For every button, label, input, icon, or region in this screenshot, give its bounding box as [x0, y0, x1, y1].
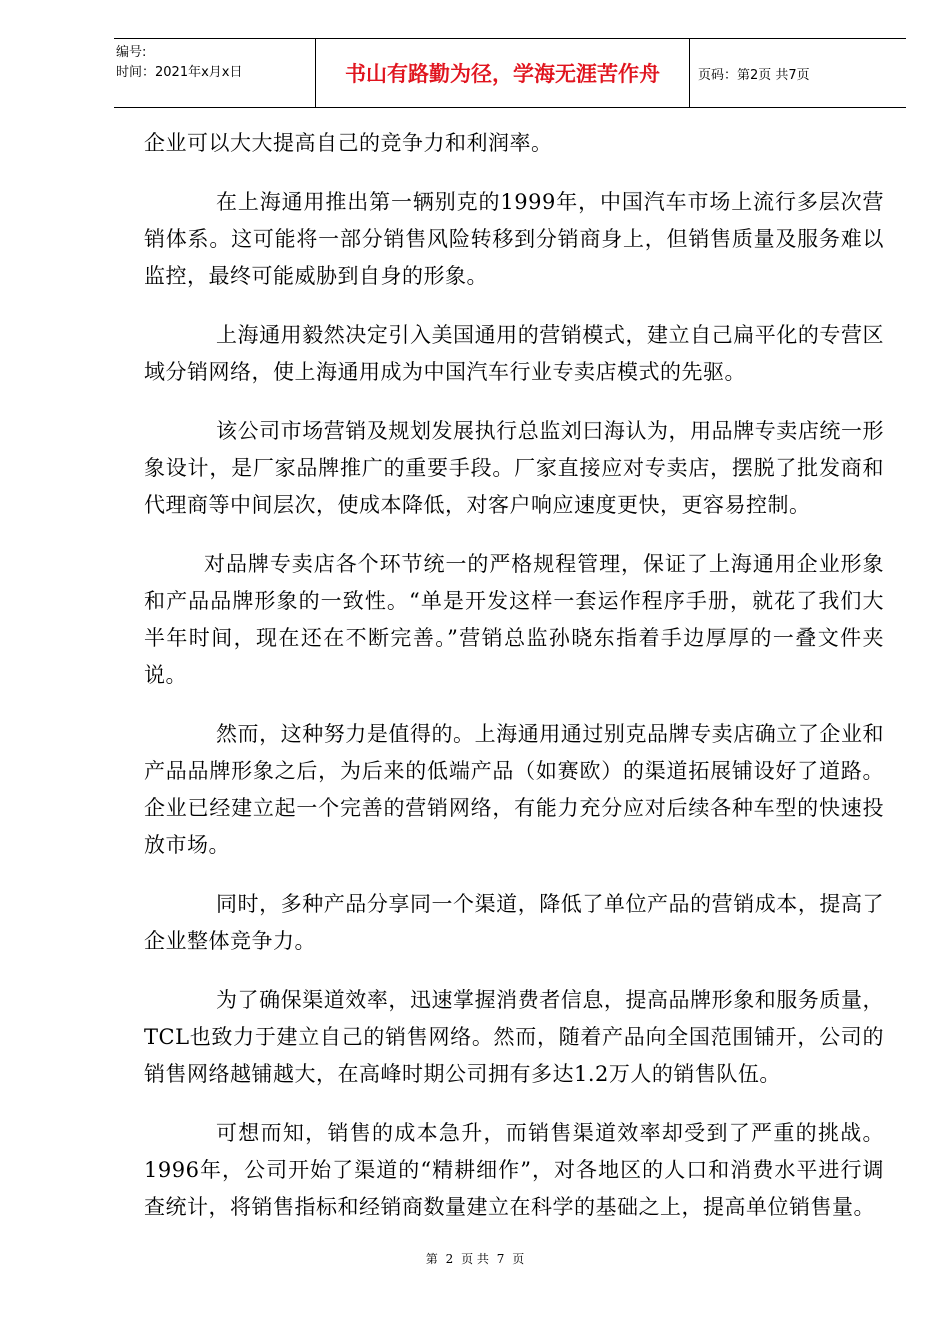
document-time-label: 时间：2021年x月x日 — [116, 65, 243, 80]
paragraph: 在上海通用推出第一辆别克的1999年，中国汽车市场上流行多层次营销体系。这可能将一部分销售风险转移到分销商身上，但销售质量及服务难以监控，最终可能威胁到自身的形象。 — [144, 190, 884, 288]
footer-middle: 页 共 — [461, 1252, 489, 1266]
footer-page-number: 2 — [445, 1252, 454, 1266]
footer-suffix: 页 — [512, 1252, 525, 1266]
header-motto: 书山有路勤为径，学海无涯苦作舟 — [316, 39, 690, 107]
page-footer — [0, 1250, 950, 1267]
paragraph: 同时，多种产品分享同一个渠道，降低了单位产品的营销成本，提高了企业整体竞争力。 — [144, 892, 884, 953]
footer-total-pages: 7 — [496, 1252, 505, 1266]
paragraph: 为了确保渠道效率，迅速掌握消费者信息，提高品牌形象和服务质量，TCL也致力于建立自己的销售网络。然而，随着产品向全国范围铺开，公司的销售网络越铺越大，在高峰时期公司拥有多达1.2万人的销售队伍。 — [144, 988, 884, 1086]
document-body — [144, 125, 884, 1248]
paragraph-continuation: 企业可以大大提高自己的竞争力和利润率。 — [144, 131, 553, 155]
paragraph: 然而，这种努力是值得的。上海通用通过别克品牌专卖店确立了企业和产品品牌形象之后，为后来的低端产品（如赛欧）的渠道拓展铺设好了道路。企业已经建立起一个完善的营销网络，有能力充分应对后续各种车型的快速投放市场。 — [144, 722, 884, 857]
paragraph: 上海通用毅然决定引入美国通用的营销模式，建立自己扁平化的专营区域分销网络，使上海通用成为中国汽车行业专卖店模式的先驱。 — [144, 323, 884, 384]
header-meta — [114, 39, 316, 107]
page-header — [114, 38, 906, 108]
paragraph: 对品牌专卖店各个环节统一的严格规程管理，保证了上海通用企业形象和产品品牌形象的一致性。“单是开发这样一套运作程序手册，就花了我们大半年时间，现在还在不断完善。”营销总监孙晓东指着手边厚厚的一叠文件夹说。 — [144, 552, 884, 687]
paragraph: 可想而知，销售的成本急升，而销售渠道效率却受到了严重的挑战。1996年，公司开始了渠道的“精耕细作”，对各地区的人口和消费水平进行调查统计，将销售指标和经销商数量建立在科学的基础之上，提高单位销售量。 — [144, 1121, 884, 1219]
paragraph: 该公司市场营销及规划发展执行总监刘曰海认为，用品牌专卖店统一形象设计，是厂家品牌推广的重要手段。厂家直接应对专卖店，摆脱了批发商和代理商等中间层次，使成本降低，对客户响应速度更快，更容易控制。 — [144, 419, 884, 517]
document-number-label: 编号: — [116, 45, 147, 60]
footer-prefix: 第 — [425, 1252, 438, 1266]
header-page-info: 页码：第2页 共7页 — [698, 67, 810, 83]
